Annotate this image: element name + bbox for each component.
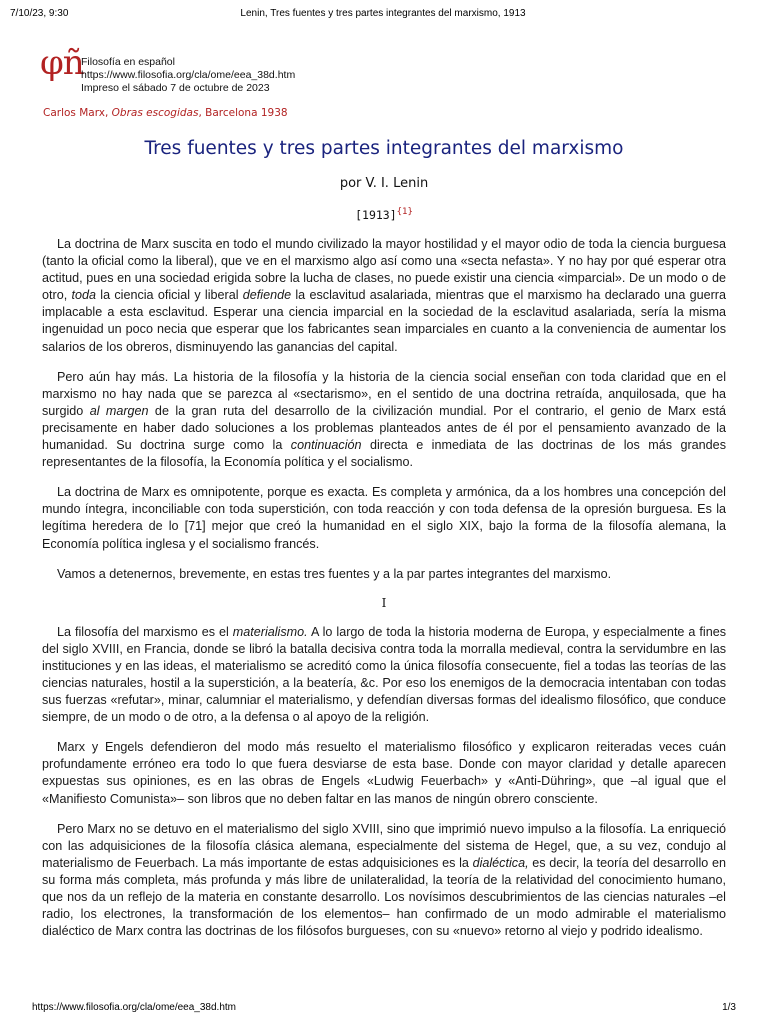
paragraph: Marx y Engels defendieron del modo más resuelto el materialismo filosófico y explicaron reiteradas veces cuán profundamente erróneo era todo lo que fuera desviarse de esta base. Donde con mayor claridad y detalle aparecen expuestas sus opiniones, es en las obras de Engels «Ludwig Feuerbach» y «Anti-Dühring», que –al igual que el «Manifiesto Comunista»– son libros que no deben faltar en las manos de ningún obrero consciente. — [42, 740, 726, 806]
site-name: Filosofía en español — [81, 56, 175, 68]
year-text: [1913] — [355, 207, 397, 222]
print-footer — [32, 1002, 736, 1016]
page-number: 1/3 — [722, 1002, 736, 1013]
article-title: Tres fuentes y tres partes integrantes del marxismo — [144, 138, 624, 159]
article-year — [0, 207, 768, 222]
footnote-link[interactable]: {1} — [396, 207, 413, 217]
paragraph: La filosofía del marxismo es el materialismo. A lo largo de toda la historia moderna de Europa, y especialmente a fines del siglo XVIII, en Francia, donde se libró la batalla decisiva contra toda la morralla medieval, contra la servidumbre en las instituciones y en las ideas, el materialismo se acreditó como la única filosofía consecuente, fiel a todas las teorías de las ciencias naturales, hostil a la superstición, a la beatería, &c. Por eso los enemigos de la democracia intentaban con todas sus fuerzas «refutar», minar, calumniar el materialismo, y defendían diversas formas del idealismo filosófico, que conduce siempre, de un modo o de otro, a la defensa o al apoyo de la religión. — [42, 624, 727, 725]
article-body — [42, 236, 726, 953]
section-heading: I — [381, 595, 387, 610]
paragraph: La doctrina de Marx es omnipotente, porque es exacta. Es completa y armónica, da a los hombres una concepción del mundo íntegra, inconciliable con toda superstición, con toda reacción y con toda defensa de la opresión burguesa. Es la legítima heredera de lo [71] mejor que creó la humanidad en el siglo XIX, bajo la forma de la filosofía alemana, la Economía política inglesa y el socialismo francés. — [42, 485, 726, 551]
print-doc-title: Lenin, Tres fuentes y tres partes integrantes del marxismo, 1913 — [240, 8, 526, 19]
site-meta — [81, 56, 295, 95]
print-datetime: 7/10/23, 9:30 — [10, 8, 69, 19]
paragraph: Vamos a detenernos, brevemente, en estas tres fuentes y a la par partes integrantes del marxismo. — [57, 566, 612, 581]
source-citation[interactable] — [43, 107, 288, 119]
paragraph: Pero Marx no se detuvo en el materialismo del siglo XVIII, sino que imprimió nuevo impulso a la filosofía. La enriqueció con las adquisiciones de la filosofía clásica alemana, especialmente del sistema de Hegel, que, a su vez, condujo al materialismo de Feuerbach. La más importante de estas adquisiciones es la dialéctica, es decir, la teoría del desarrollo en su forma más completa, más profunda y más libre de unilateralidad, la teoría de la relatividad del conocimiento humano, que nos da un reflejo de la materia en constante desarrollo. Los novísimos descubrimientos de las ciencias naturales –el radio, los electrones, la transformación de los elementos– han confirmado de un modo admirable el materialismo dialéctico de Marx contra las doctrinas de los filósofos burgueses, con su «nuevo» retorno al viejo y podrido idealismo. — [42, 821, 726, 939]
source-author: Carlos Marx, — [43, 107, 112, 119]
site-logo[interactable]: φñ — [40, 43, 84, 83]
article-author: por V. I. Lenin — [339, 176, 429, 191]
paragraph: Pero aún hay más. La historia de la filosofía y la historia de la ciencia social enseñan con toda claridad que en el marxismo no hay nada que se parezca al «sectarismo», en el sentido de una doctrina retraída, anquilosada, que ha surgido al margen de la gran ruta del desarrollo de la civilización mundial. Por el contrario, el genio de Marx está precisamente en haber dado soluciones a los problemas planteados antes de él por el pensamiento avanzado de la humanidad. Su doctrina surge como la continuación directa e inmediata de las doctrinas de los más grandes representantes de la filosofía, la Economía política y el socialismo. — [42, 369, 726, 470]
source-place-year: , Barcelona 1938 — [198, 107, 288, 119]
page-url[interactable]: https://www.filosofia.org/cla/ome/eea_38d.htm — [81, 69, 296, 81]
source-work: Obras escogidas — [111, 107, 199, 119]
print-date: Impreso el sábado 7 de octubre de 2023 — [81, 82, 270, 94]
paragraph: La doctrina de Marx suscita en todo el mundo civilizado la mayor hostilidad y el mayor odio de toda la ciencia burguesa (tanto la oficial como la liberal), que ve en el marxismo algo así como una «secta nefasta». Y no hay por qué esperar otra actitud, pues en una sociedad erigida sobre la lucha de clases, no puede existir una ciencia «imparcial». De un modo o de otro, toda la ciencia oficial y liberal defiende la esclavitud asalariada, mientras que el marxismo ha declarado una guerra implacable a esta esclavitud. Esperar una ciencia imparcial en la sociedad de la esclavitud asalariada, sería la misma ingenuidad un poco necia que esperar que los fabricantes sean imparciales en cuanto a la conveniencia de aumentar los salarios de los obreros, disminuyendo las ganancias del capital. — [42, 237, 727, 354]
footer-url: https://www.filosofia.org/cla/ome/eea_38d.htm — [32, 1002, 236, 1013]
print-header — [10, 8, 756, 24]
